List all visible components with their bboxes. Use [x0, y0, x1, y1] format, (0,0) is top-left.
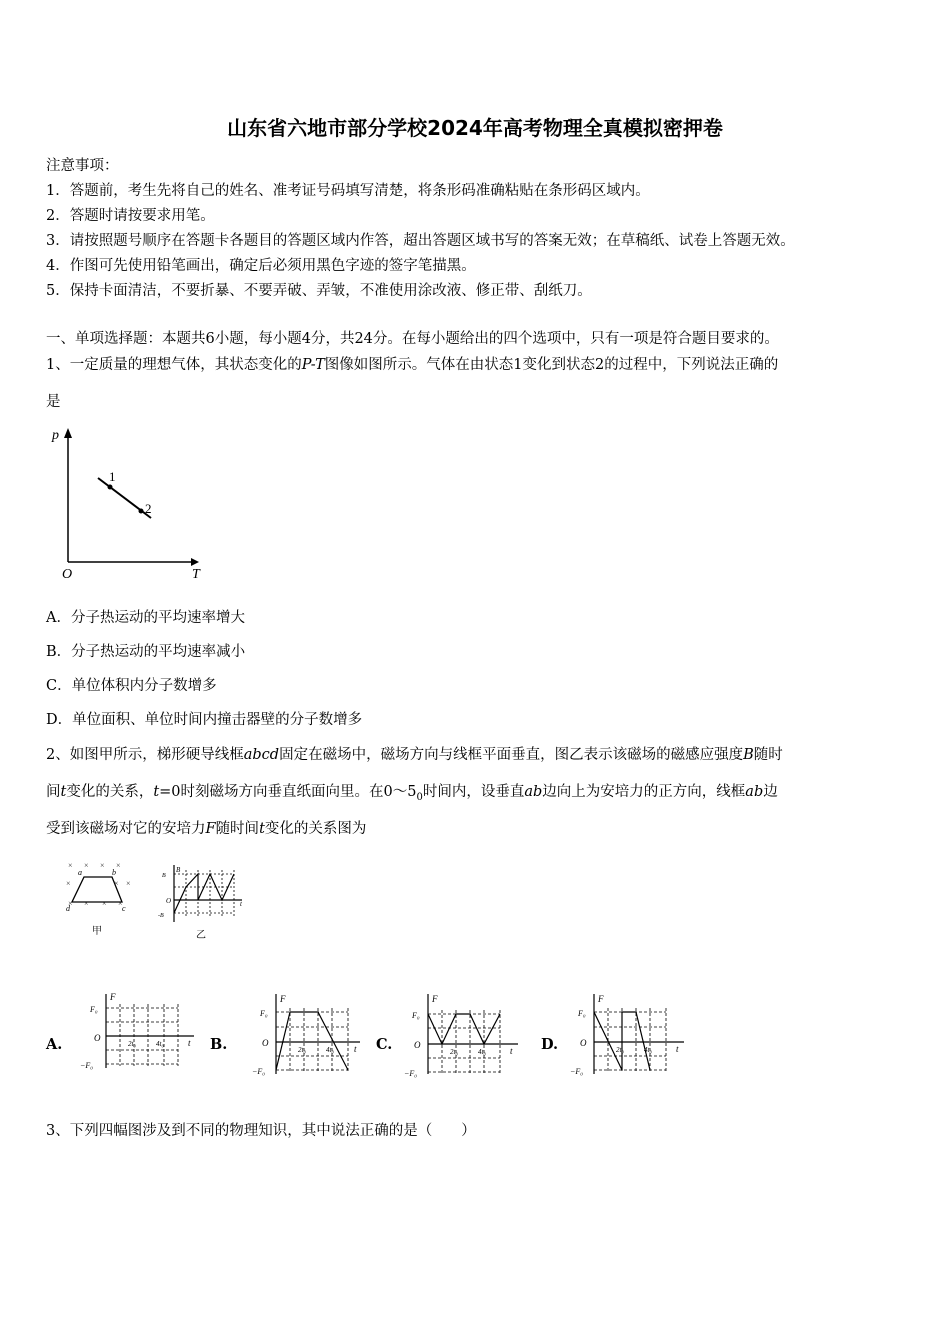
q2-option-d-graph[interactable]	[568, 990, 688, 1080]
svg-text:×: ×	[114, 879, 119, 888]
state-1-label: 1	[109, 469, 116, 484]
svg-text:F₀: F₀	[578, 1009, 586, 1018]
notice-item-4: 4．作图可先使用铅笔画出，确定后必须用黑色字迹的签字笔描黑。	[46, 258, 476, 274]
q1-option-d[interactable]: D．单位面积、单位时间内撞击器壁的分子数增多	[46, 712, 363, 728]
notice-item-2: 2．答题时请按要求用笔。	[46, 208, 215, 224]
svg-text:t: t	[676, 1044, 679, 1054]
page-title: 山东省六地市部分学校2024年高考物理全真模拟密押卷	[227, 116, 723, 140]
state-2-label: 2	[145, 501, 152, 516]
svg-text:×: ×	[84, 861, 89, 870]
svg-text:F₀: F₀	[412, 1011, 420, 1020]
q1-option-c[interactable]: C．单位体积内分子数增多	[46, 678, 217, 694]
svg-text:2t₀: 2t₀	[298, 1046, 306, 1054]
svg-text:O: O	[414, 1040, 421, 1050]
svg-text:−F₀: −F₀	[404, 1069, 418, 1078]
q1-option-a[interactable]: A．分子热运动的平均速率增大	[46, 610, 245, 626]
q2-option-a-graph[interactable]	[76, 990, 198, 1076]
notice-item-3: 3．请按照题号顺序在答题卡各题目的答题区域内作答，超出答题区域书写的答案无效；在草稿纸、试卷上答题无效。	[46, 233, 795, 249]
notice-item-1: 1．答题前，考生先将自己的姓名、准考证号码填写清楚，将条形码准确粘贴在条形码区域内。	[46, 183, 650, 199]
svg-text:4t₀: 4t₀	[478, 1048, 486, 1056]
q2-stem-line2: 间t变化的关系，t=0时刻磁场方向垂直纸面向里。在$0\sim 5_0$时间内，设垂直ab边向上为安培力的正方向，线框ab边	[46, 784, 778, 803]
q1-stem: 1、一定质量的理想气体，其状态变化的P-T图像如图所示。气体在由状态1变化到状态2的过程中，下列说法正确的	[46, 357, 779, 373]
q2-option-b-graph[interactable]	[250, 990, 362, 1080]
svg-text:d: d	[66, 904, 70, 913]
svg-text:b: b	[112, 868, 116, 877]
notice-item-5: 5．保持卡面清洁，不要折暴、不要弄破、弄皱，不准使用涂改液、修正带、刮纸刀。	[46, 283, 592, 299]
svg-text:×: ×	[68, 899, 73, 908]
svg-text:-B: -B	[158, 913, 164, 919]
svg-text:4t₀: 4t₀	[156, 1040, 164, 1048]
svg-text:t: t	[354, 1044, 357, 1054]
t-axis-label: T	[192, 567, 200, 582]
fig-jia-caption: 甲	[92, 926, 102, 937]
section-heading: 一、单项选择题：本题共6小题，每小题4分，共24分。在每小题给出的四个选项中，只有一项是符合题目要求的。	[46, 331, 779, 347]
fig-yi-caption: 乙	[196, 930, 206, 941]
svg-text:×: ×	[66, 879, 71, 888]
svg-text:2t₀: 2t₀	[128, 1040, 136, 1048]
svg-text:4t₀: 4t₀	[326, 1046, 334, 1054]
svg-text:O: O	[166, 897, 172, 905]
svg-text:×: ×	[126, 879, 131, 888]
origin-label: O	[62, 567, 73, 582]
q1-pt-graph	[46, 420, 216, 585]
q2-option-c-graph[interactable]	[402, 990, 522, 1080]
svg-text:×: ×	[118, 899, 123, 908]
svg-text:2t₀: 2t₀	[616, 1046, 624, 1054]
svg-text:F₀: F₀	[90, 1005, 98, 1014]
q2-option-c-label[interactable]: C.	[376, 1036, 393, 1053]
q1-stem-end: 是	[46, 394, 61, 410]
q2-option-b-label[interactable]: B.	[210, 1036, 228, 1053]
q2-option-d-label[interactable]: D.	[541, 1036, 559, 1053]
svg-text:F: F	[432, 994, 438, 1004]
svg-text:B: B	[176, 866, 181, 874]
q2-stem-line1: 2、如图甲所示，梯形硬导线框abcd固定在磁场中，磁场方向与线框平面垂直，图乙表示该磁场的磁感应强度B随时	[46, 747, 783, 763]
svg-text:B: B	[162, 873, 166, 879]
svg-text:O: O	[262, 1038, 269, 1048]
svg-text:−F₀: −F₀	[252, 1067, 266, 1076]
q2-stem-line3: 受到该磁场对它的安培力F随时间t变化的关系图为	[46, 821, 367, 837]
svg-text:t: t	[510, 1046, 513, 1056]
svg-text:×: ×	[68, 861, 73, 870]
q2-option-a-label[interactable]: A.	[46, 1036, 63, 1053]
q2-figure-yi	[156, 862, 248, 942]
svg-text:−F₀: −F₀	[570, 1067, 584, 1076]
svg-text:c: c	[122, 904, 126, 913]
svg-text:×: ×	[84, 899, 89, 908]
svg-text:t: t	[240, 900, 242, 908]
p-axis-label: p	[52, 428, 59, 443]
svg-text:F₀: F₀	[260, 1009, 268, 1018]
svg-text:×: ×	[102, 899, 107, 908]
q2-figure-jia	[62, 858, 138, 940]
svg-text:F: F	[598, 994, 604, 1004]
notice-heading: 注意事项：	[46, 158, 119, 174]
svg-text:O: O	[94, 1033, 101, 1043]
svg-text:−F₀: −F₀	[80, 1061, 94, 1070]
q1-option-b[interactable]: B．分子热运动的平均速率减小	[46, 644, 246, 660]
svg-text:4t₀: 4t₀	[644, 1046, 652, 1054]
svg-text:×: ×	[100, 861, 105, 870]
svg-text:O: O	[580, 1038, 587, 1048]
svg-text:t: t	[188, 1038, 191, 1048]
svg-text:F: F	[110, 992, 116, 1002]
svg-text:a: a	[78, 868, 82, 877]
q3-stem: 3、下列四幅图涉及到不同的物理知识，其中说法正确的是（ ）	[46, 1123, 476, 1139]
svg-text:2t₀: 2t₀	[450, 1048, 458, 1056]
svg-text:F: F	[280, 994, 286, 1004]
svg-text:×: ×	[116, 861, 121, 870]
